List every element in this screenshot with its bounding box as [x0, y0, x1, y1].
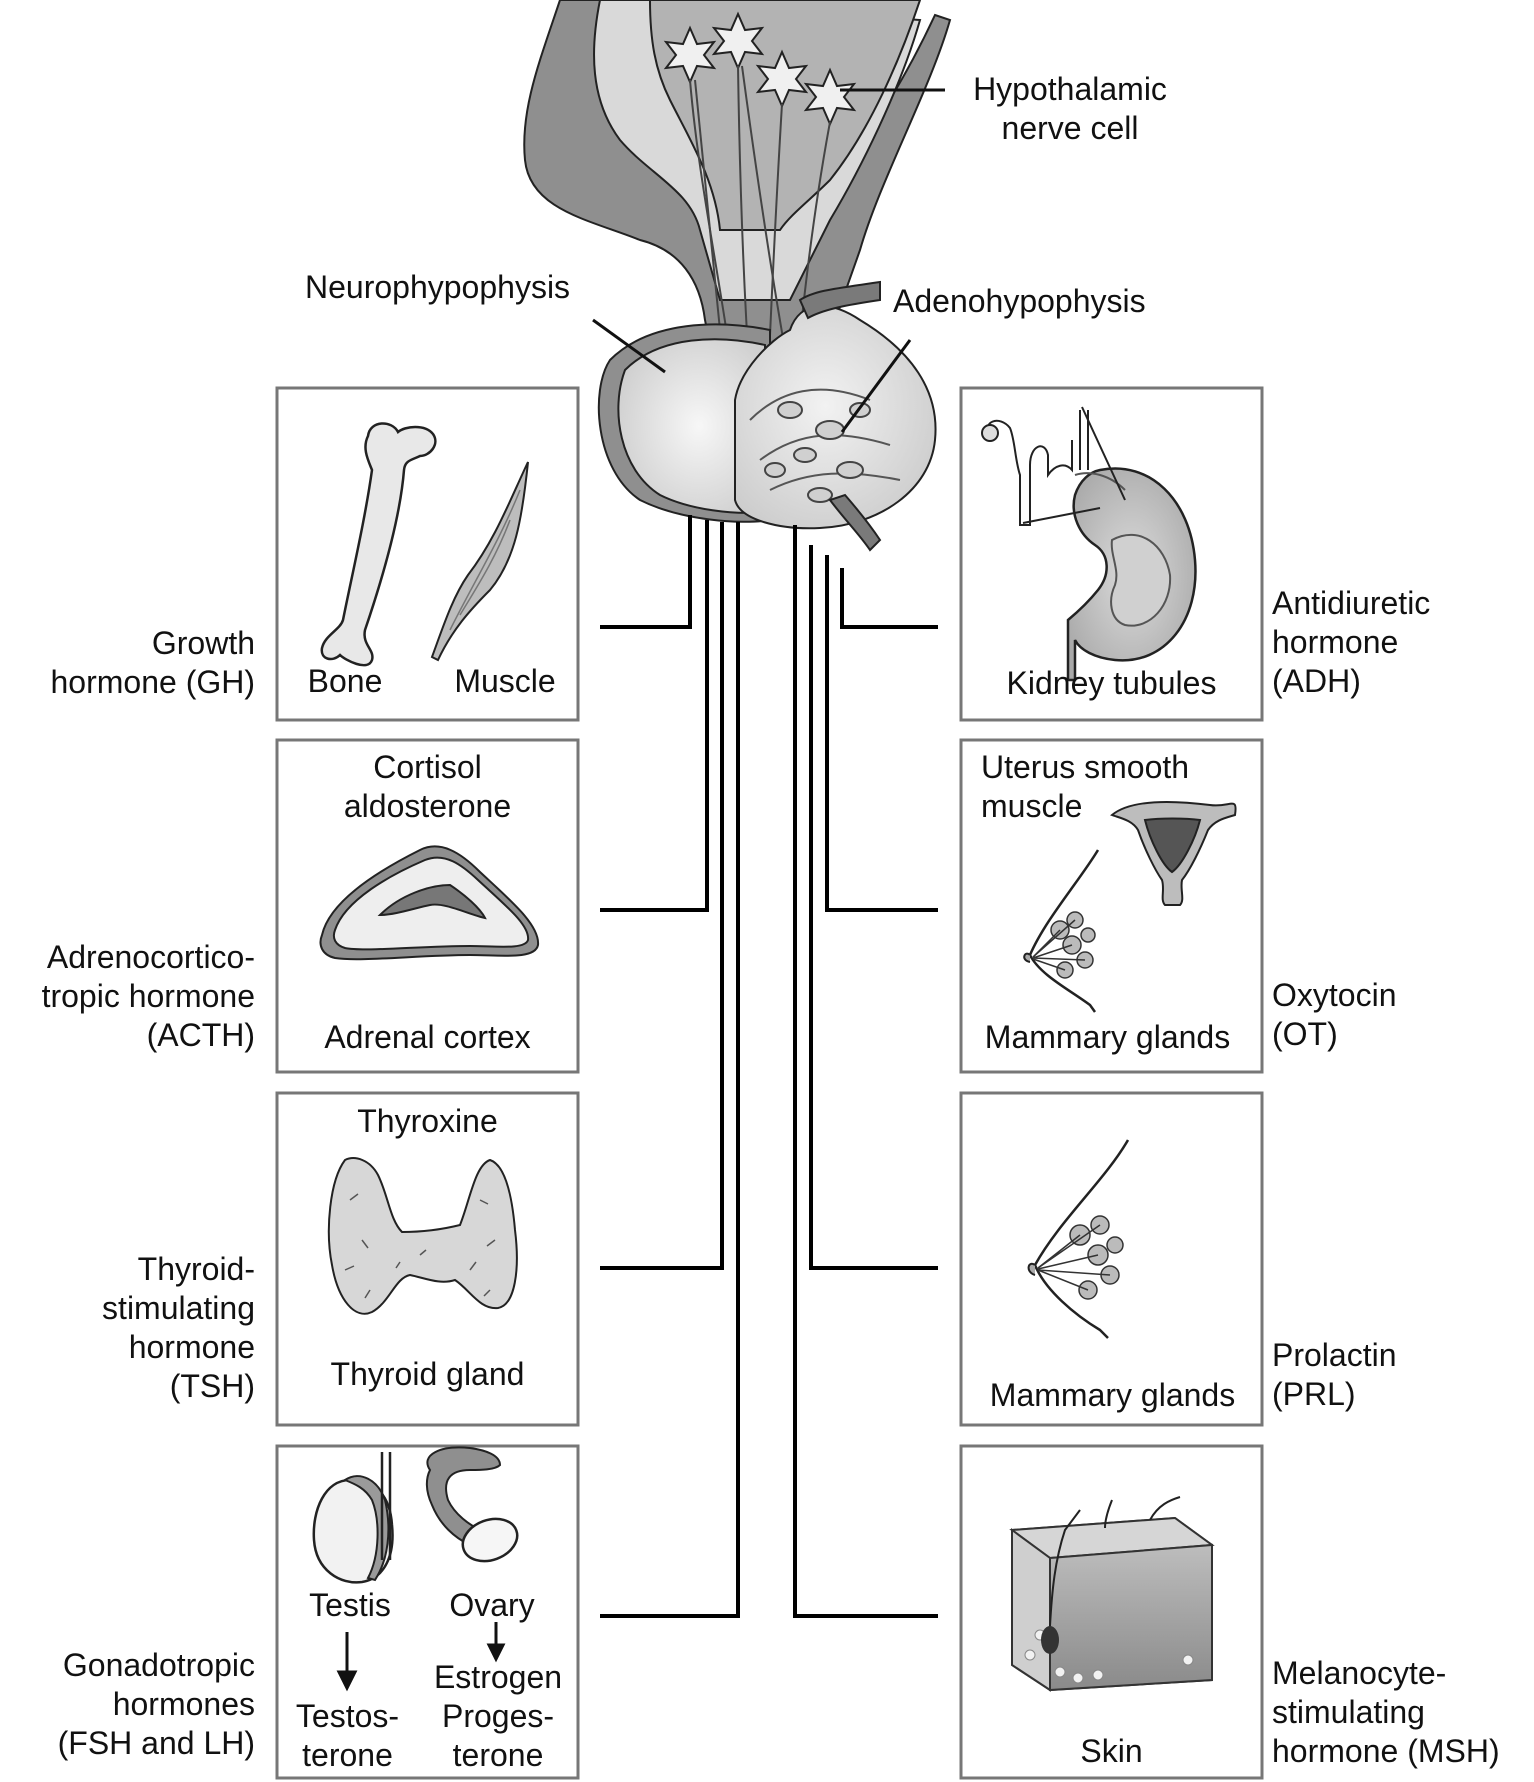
label-neurohypophysis: Neurophypophysis [305, 269, 571, 305]
label-prl: Prolactin (PRL) [1272, 1337, 1397, 1412]
label-gonadotropic: Gonadotropic hormones (FSH and LH) [57, 1647, 255, 1761]
connector-lines [600, 515, 938, 1616]
label-skin: Skin [1080, 1733, 1143, 1769]
label-mammary-glands-prl: Mammary glands [989, 1377, 1236, 1413]
label-msh: Melanocyte- stimulating hormone (MSH) [1272, 1655, 1500, 1769]
label-testis: Testis [309, 1587, 391, 1623]
label-ovary: Ovary [449, 1587, 535, 1623]
label-bone: Bone [307, 663, 383, 699]
label-testosterone: Testos- terone [295, 1698, 400, 1773]
label-hypothalamic-nerve-cell: Hypothalamic nerve cell [973, 71, 1167, 146]
label-kidney-tubules: Kidney tubules [1006, 665, 1217, 701]
label-uterus-smooth-muscle: Uterus smooth muscle [981, 749, 1190, 824]
label-estrogen-progesterone: Estrogen Proges- terone [433, 1659, 563, 1773]
label-muscle: Muscle [454, 663, 556, 699]
label-adrenal-cortex: Adrenal cortex [324, 1019, 531, 1055]
label-thyroid-gland: Thyroid gland [330, 1356, 525, 1392]
label-mammary-glands-ot: Mammary glands [984, 1019, 1231, 1055]
label-cortisol-aldosterone: Cortisol aldosterone [343, 749, 512, 824]
label-adh: Antidiuretic hormone (ADH) [1272, 585, 1431, 699]
label-ot: Oxytocin (OT) [1272, 977, 1397, 1052]
label-tsh: Thyroid- stimulating hormone (TSH) [102, 1251, 255, 1404]
label-adenohypophysis: Adenohypophysis [893, 283, 1146, 319]
label-acth: Adrenocortico- tropic hormone (ACTH) [41, 939, 255, 1053]
label-thyroxine: Thyroxine [357, 1103, 498, 1139]
label-gh: Growth hormone (GH) [50, 625, 255, 700]
